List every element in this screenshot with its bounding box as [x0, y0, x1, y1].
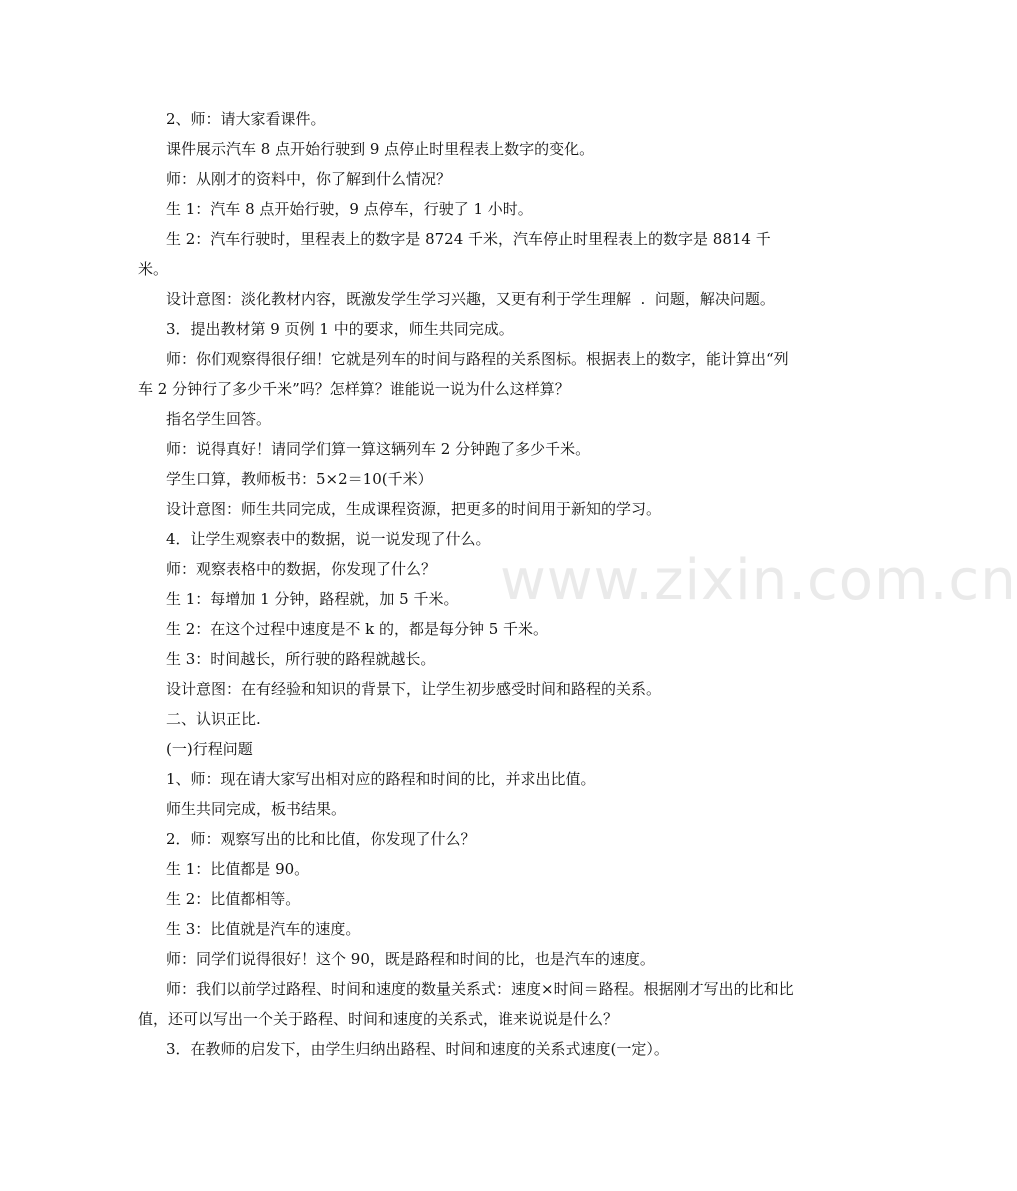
paragraph: 4．让学生观察表中的数据，说一说发现了什么。 — [166, 530, 491, 548]
paragraph: 3．在教师的启发下，由学生归纳出路程、时间和速度的关系式速度(一定）。 — [166, 1040, 669, 1058]
paragraph: 指名学生回答。 — [166, 410, 272, 428]
paragraph: 生 2：在这个过程中速度是不 k 的，都是每分钟 5 千米。 — [166, 620, 549, 638]
section-heading: 二、认识正比. — [166, 710, 261, 728]
paragraph: 师生共同完成，板书结果。 — [166, 800, 347, 818]
document-body — [138, 104, 798, 1064]
paragraph: 师：同学们说得很好！这个 90，既是路程和时间的比，也是汽车的速度。 — [166, 950, 655, 968]
paragraph: 生 3：比值就是汽车的速度。 — [166, 920, 361, 938]
watermark: www.zixin.com.cn — [500, 548, 1017, 613]
paragraph: 2．师：观察写出的比和比值，你发现了什么？ — [166, 830, 476, 848]
paragraph: 生 2：汽车行驶时，里程表上的数字是 8724 千米，汽车停止时里程表上的数字是 8814 千米。 — [138, 230, 771, 278]
paragraph: 设计意图：师生共同完成，生成课程资源，把更多的时间用于新知的学习。 — [166, 500, 662, 518]
paragraph: 师：说得真好！请同学们算一算这辆列车 2 分钟跑了多少千米。 — [166, 440, 591, 458]
subsection-heading: (一)行程问题 — [166, 740, 253, 758]
paragraph: 设计意图：在有经验和知识的背景下，让学生初步感受时间和路程的关系。 — [166, 680, 662, 698]
paragraph: 课件展示汽车 8 点开始行驶到 9 点停止时里程表上数字的变化。 — [166, 140, 595, 158]
paragraph: 生 1：比值都是 90。 — [166, 860, 310, 878]
paragraph: 1、师：现在请大家写出相对应的路程和时间的比，并求出比值。 — [166, 770, 596, 788]
paragraph: 2、师：请大家看课件。 — [166, 110, 326, 128]
paragraph: 学生口算，教师板书：5×2＝10(千米） — [166, 470, 433, 488]
paragraph: 生 2：比值都相等。 — [166, 890, 301, 908]
paragraph: 生 1：汽车 8 点开始行驶，9 点停车，行驶了 1 小时。 — [166, 200, 533, 218]
paragraph: 生 1：每增加 1 分钟，路程就，加 5 千米。 — [166, 590, 459, 608]
paragraph: 师：从刚才的资料中，你了解到什么情况？ — [166, 170, 452, 188]
paragraph: 3．提出教材第 9 页例 1 中的要求，师生共同完成。 — [166, 320, 514, 338]
paragraph: 设计意图：淡化教材内容，既激发学生学习兴趣，又更有利于学生理解 . 问题，解决问题。 — [166, 290, 775, 308]
paragraph: 师：我们以前学过路程、时间和速度的数量关系式：速度×时间＝路程。根据刚才写出的比和比值，还可以写出一个关于路程、时间和速度的关系式，谁来说说是什么？ — [138, 980, 794, 1028]
paragraph: 师：你们观察得很仔细！它就是列车的时间与路程的关系图标。根据表上的数字，能计算出“列车 2 分钟行了多少千米”吗？怎样算？谁能说一说为什么这样算？ — [138, 350, 789, 398]
paragraph: 师：观察表格中的数据，你发现了什么？ — [166, 560, 437, 578]
paragraph: 生 3：时间越长，所行驶的路程就越长。 — [166, 650, 436, 668]
